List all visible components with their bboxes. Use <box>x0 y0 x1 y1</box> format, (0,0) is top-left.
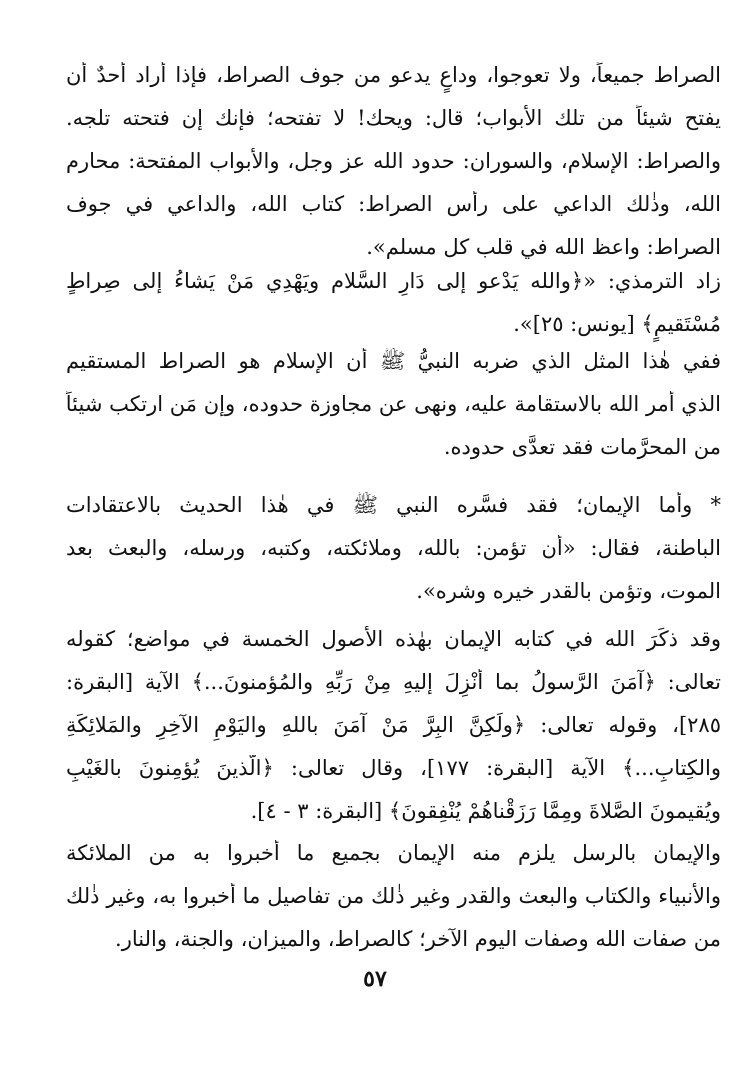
text-line: الموت، وتؤمن بالقدر خيره وشره». <box>416 579 721 603</box>
text-line: من صفات الله وصفات اليوم الآخر؛ كالصراط، والميزان، والجنة، والنار. <box>115 927 721 951</box>
paragraph-belief-in-messengers <box>66 840 721 969</box>
text-line: والصراط: الإسلام، والسوران: حدود الله عز وجل، والأبواب المفتحة: محارم <box>66 149 721 173</box>
text-line: * وأما الإيمان؛ فقد فسَّره النبي ﷺ في هٰذا الحديث بالاعتقادات <box>66 493 721 517</box>
text-line: ويُقيمونَ الصَّلاةَ ومِمَّا رَزَقْناهُمْ يُنْفِقونَ﴾ [البقرة: ٣ - ٤]. <box>250 799 721 823</box>
text-line: الصراط: واعظ الله في قلب كل مسلم». <box>366 235 721 259</box>
paragraph-tirmidhi-addition <box>66 268 721 354</box>
text-line: تعالى: ﴿آمَنَ الرَّسولُ بما أُنْزِلَ إليهِ مِنْ رَبِّهِ والمُؤمنونَ...﴾ الآية [البقرة: <box>66 670 721 694</box>
text-line: الله، وذٰلك الداعي على رأس الصراط: كتاب الله، والداعي في جوف <box>66 192 721 216</box>
text-line: زاد الترمذي: «﴿والله يَدْعو إلى دَارِ السَّلام ويَهْدِي مَنْ يَشاءُ إلى صِراطٍ <box>66 269 721 293</box>
text-line: ٢٨٥]، وقوله تعالى: ﴿ولَكِنَّ البِرَّ مَنْ آمَنَ باللهِ واليَوْمِ الآخِرِ والمَلائِكَةِ <box>66 713 721 737</box>
text-line: والإيمان بالرسل يلزم منه الإيمان بجميع ما أخبروا به من الملائكة <box>66 841 721 865</box>
text-line: والأنبياء والكتاب والبعث والقدر وغير ذٰلك من تفاصيل ما أخبروا به، وغير ذٰلك <box>66 884 721 908</box>
paragraph-sirat-parable <box>66 62 721 277</box>
text-line: من المحرَّمات فقد تعدَّى حدوده. <box>443 435 721 459</box>
page-number: ٥٧ <box>363 966 387 992</box>
text-line: والكِتابِ...﴾ الآية [البقرة: ١٧٧]، وقال تعالى: ﴿الَّذينَ يُؤمِنونَ بالغَيْبِ <box>66 756 721 780</box>
text-line: الباطنة، فقال: «أن تؤمن: بالله، وملائكته، وكتبه، ورسله، والبعث بعد <box>66 536 721 560</box>
text-line: الذي أمر الله بالاستقامة عليه، ونهى عن مجاوزة حدوده، وإن مَن ارتكب شيئاً <box>66 392 721 416</box>
text-line: وقد ذكَرَ الله في كتابه الإيمان بهٰذه الأصول الخمسة في مواضع؛ كقوله <box>66 627 721 651</box>
paragraph-iman-definition <box>66 492 721 621</box>
paragraph-five-principles <box>66 626 721 841</box>
text-line: ففي هٰذا المثل الذي ضربه النبيُّ ﷺ أن الإسلام هو الصراط المستقيم <box>66 349 721 373</box>
text-line: مُسْتَقيمٍ﴾ [يونس: ٢٥]». <box>513 312 721 336</box>
text-line: يفتح شيئاً من تلك الأبواب؛ قال: ويحك! لا تفتحه؛ فإنك إن فتحته تلجه. <box>66 106 721 130</box>
paragraph-islam-straight-path <box>66 348 721 477</box>
text-line: الصراط جميعاً، ولا تعوجوا، وداعٍ يدعو من جوف الصراط، فإذا أراد أحدٌ أن <box>66 63 721 87</box>
